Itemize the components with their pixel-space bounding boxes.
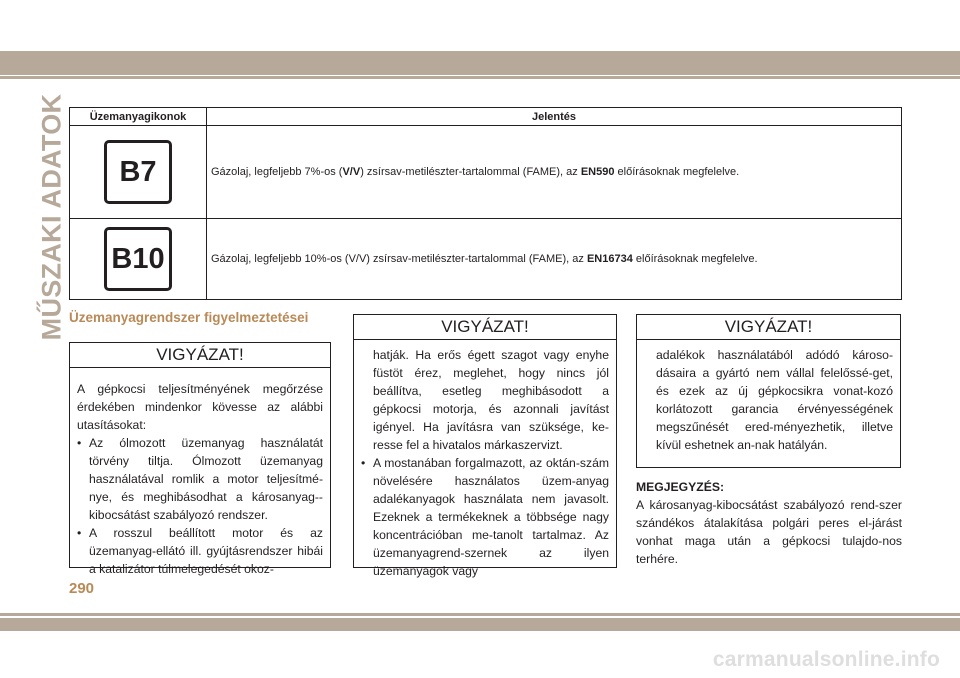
top-decorative-band [0,51,960,75]
note-text: A károsanyag-kibocsátást szabályozó rend-szer szándékos átalakítása polgári peres el-járást vonhat maga után a gépkocsi tulajdo-nos terhére. [636,498,902,566]
meaning-text: ) zsírsav-metilészter-tartalommal (FAME), az [360,166,581,178]
b10-fuel-icon: B10 [104,227,172,291]
warning-list [77,434,323,578]
warning-title: VIGYÁZAT! [70,343,330,368]
meaning-text: előírásoknak megfelelve. [614,166,740,178]
table-header-meaning: Jelentés [207,108,902,126]
warning-continuation: adalékok használatából adódó károso-dásaira a gyártó nem vállal felelőssé-get, és ezek az új gépkocsikra vonat-kozó korlátozott garancia érvényességének megszűnését ered-ményezhetik, illetve kívül eshetnek an-nak hatályán. [656,348,893,452]
fuel-icons-table [69,107,902,300]
table-header-row [70,108,902,126]
page-number: 290 [69,580,95,597]
meaning-text: előírásoknak megfelelve. [632,253,758,265]
table-row [70,219,902,300]
warning-body [70,368,330,578]
note-title: MEGJEGYZÉS: [636,480,725,494]
warning-intro: A gépkocsi teljesítményének megőrzése érdekében mindenkor kövesse az alábbi utasításokat: [77,382,323,432]
list-item: • Az ólmozott üzemanyag használatát törvény tiltja. Ólmozott üzemanyag használatával romlik a motor teljesítmé-nye, és meghibásodhat a károsanyag--kibocsátást szabályozó rendszer. [77,434,323,524]
meaning-cell [207,126,902,219]
warning-box-3 [636,314,901,468]
note-block [636,478,902,568]
list-item: • A mostanában forgalmazott, az oktán-szám növelésére használatos üzem-anyag adalékanyagok használata nem javasolt. Ezeknek a termékeknek a többsége nagy koncentrációban me-tanolt tartalmaz. Az üzemanyagrend-szernek az ilyen üzemanyagok vagy [361,454,609,580]
warning-title: VIGYÁZAT! [354,315,616,340]
side-chapter-label-text: MŰSZAKI ADATOK [36,93,67,341]
meaning-bold: V/V [342,166,361,178]
b7-fuel-icon: B7 [104,140,172,204]
watermark: carmanualsonline.info [712,648,940,671]
standard-code: EN16734 [586,253,633,265]
table-header-icons: Üzemanyagikonok [70,108,207,126]
bottom-decorative-band [0,618,960,631]
warning-continuation: hatják. Ha erős égett szagot vagy enyhe füstöt érez, meglehet, hogy nincs jól beállítva, esetleg meghibásodott a gépkocsi motorja, és azonnali javítást igényel. Ha javításra van szüksége, ke-resse fel a hivatalos márkaszervizt. [373,348,609,452]
warning-title: VIGYÁZAT! [637,315,900,340]
meaning-cell [207,219,902,300]
warning-list [361,454,609,580]
standard-code: EN590 [580,166,615,178]
warning-body [354,340,616,580]
warning-box-2 [353,314,617,578]
table-row [70,126,902,219]
warning-body [637,340,900,454]
meaning-text: Gázolaj, legfeljebb 10%-os (V/V) zsírsav-metilészter-tartalommal (FAME), az [211,253,587,265]
warning-box-1 [69,342,331,576]
bottom-decorative-line [0,613,960,616]
section-title: Üzemanyagrendszer figyelmeztetései [69,310,309,325]
list-item: • A rosszul beállított motor és az üzemanyag-ellátó ill. gyújtásrendszer hibái a katalizátor túlmelegedését okoz- [77,524,323,578]
icon-cell [70,219,207,300]
meaning-text: Gázolaj, legfeljebb 7%-os ( [211,166,343,178]
top-decorative-line [0,76,960,79]
icon-cell [70,126,207,219]
